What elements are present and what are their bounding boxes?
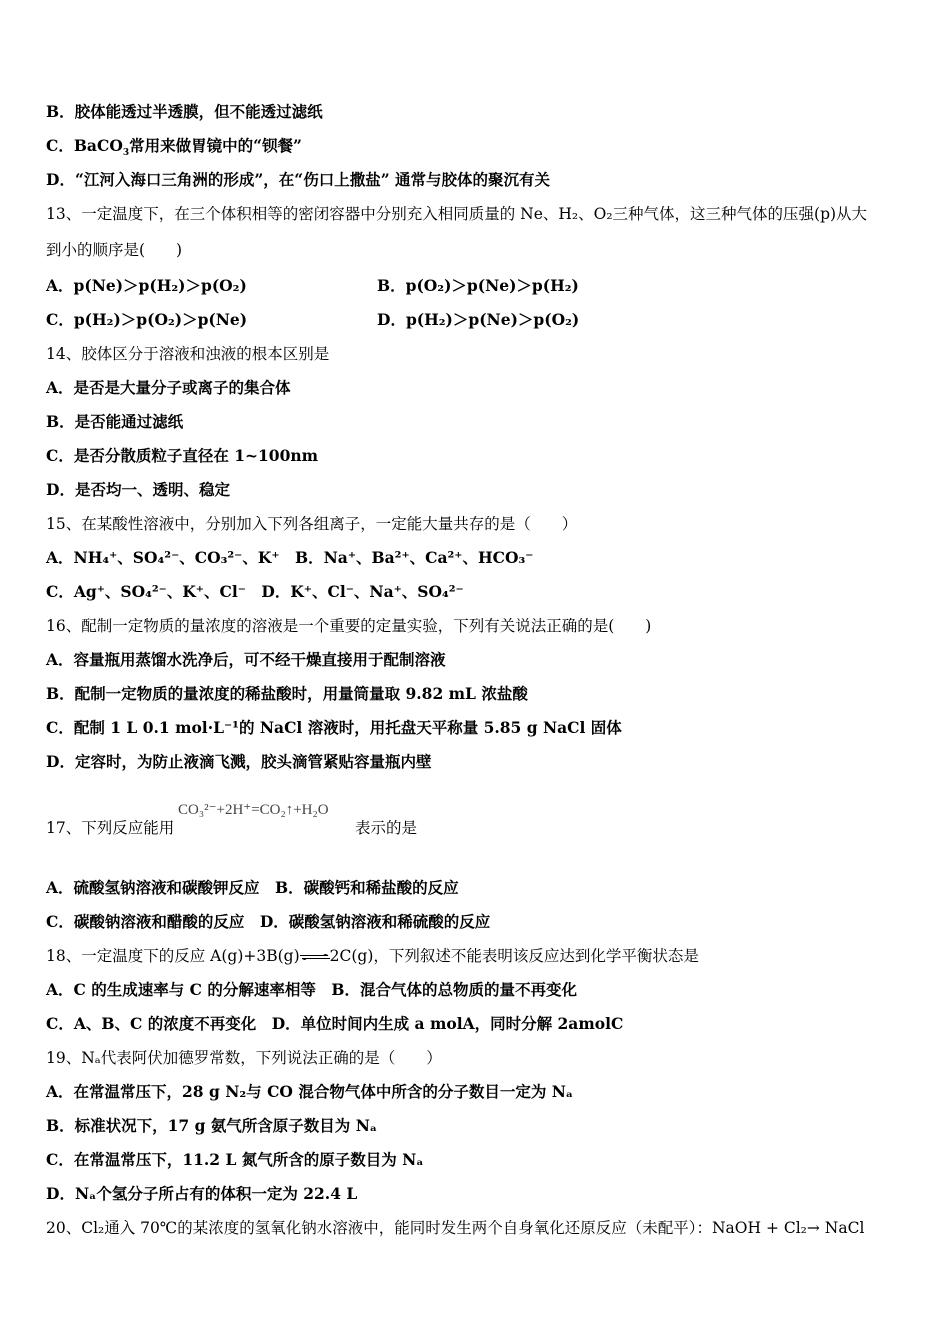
question-17-prefix: 17、下列反应能用	[46, 819, 175, 837]
q18-options-ab: A．C 的生成速率与 C 的分解速率相等 B．混合气体的总物质的量不再变化	[46, 980, 577, 999]
question-16: 16、配制一定物质的量浓度的溶液是一个重要的定量实验，下列有关说法正确的是( )	[46, 617, 652, 635]
q16-option-d: D．定容时，为防止液滴飞溅，胶头滴管紧贴容量瓶内壁	[46, 752, 432, 771]
question-13-line1: 13、一定温度下，在三个体积相等的密闭容器中分别充入相同质量的 Ne、H₂、O₂三种气体，这三种气体的压强(p)从大	[46, 205, 868, 223]
option-d-prev: D．“江河入海口三角洲的形成”，在“伤口上撒盐” 通常与胶体的聚沉有关	[46, 170, 551, 189]
equilibrium-arrow-icon	[300, 954, 330, 960]
q14-option-c: C．是否分散质粒子直径在 1~100nm	[46, 446, 319, 465]
q14-option-d: D．是否均一、透明、稳定	[46, 480, 230, 499]
option-b-prev: B．胶体能透过半透膜，但不能透过滤纸	[46, 102, 323, 121]
question-13-line2: 到小的顺序是( )	[46, 241, 183, 259]
q17-options-cd: C．碳酸钠溶液和醋酸的反应 D．碳酸氢钠溶液和稀硫酸的反应	[46, 912, 491, 931]
q14-option-a: A．是否是大量分子或离子的集合体	[46, 378, 291, 397]
question-19: 19、Nₐ代表阿伏加德罗常数，下列说法正确的是（ ）	[46, 1049, 442, 1067]
option-c-prev: C．BaCO$_3$常用来做胃镜中的“钡餐”	[46, 136, 302, 159]
q15-options-cd: C．Ag⁺、SO₄²⁻、K⁺、Cl⁻ D．K⁺、Cl⁻、Na⁺、SO₄²⁻	[46, 582, 464, 601]
q19-option-b: B．标准状况下，17 g 氨气所含原子数目为 Nₐ	[46, 1116, 378, 1135]
q13-option-a: A．p(Ne)＞p(H₂)＞p(O₂)	[46, 276, 247, 295]
q18-options-cd: C．A、B、C 的浓度不再变化 D．单位时间内生成 a molA，同时分解 2amolC	[46, 1014, 624, 1033]
q16-option-b: B．配制一定物质的量浓度的稀盐酸时，用量筒量取 9.82 mL 浓盐酸	[46, 684, 528, 703]
q14-option-b: B．是否能通过滤纸	[46, 412, 184, 431]
q19-option-c: C．在常温常压下，11.2 L 氮气所含的原子数目为 Nₐ	[46, 1150, 424, 1169]
question-20: 20、Cl₂通入 70℃的某浓度的氢氧化钠水溶液中，能同时发生两个自身氧化还原反应（未配平）：NaOH + Cl₂→ NaCl	[46, 1219, 865, 1237]
question-14: 14、胶体区分于溶液和浊液的根本区别是	[46, 345, 330, 363]
question-17-suffix: 表示的是	[355, 819, 418, 837]
q19-option-a: A．在常温常压下，28 g N₂与 CO 混合物气体中所含的分子数目一定为 Nₐ	[46, 1082, 574, 1101]
q17-options-ab: A．硫酸氢钠溶液和碳酸钾反应 B．碳酸钙和稀盐酸的反应	[46, 878, 459, 897]
ionic-equation-image: CO₃²⁻+2H⁺=CO₂↑+H₂O	[178, 802, 329, 818]
question-15: 15、在某酸性溶液中，分别加入下列各组离子，一定能大量共存的是（ ）	[46, 515, 578, 533]
q16-option-a: A．容量瓶用蒸馏水洗净后，可不经干燥直接用于配制溶液	[46, 650, 446, 669]
q16-option-c: C．配制 1 L 0.1 mol·L⁻¹的 NaCl 溶液时，用托盘天平称量 5.85 g NaCl 固体	[46, 718, 622, 737]
q15-options-ab: A．NH₄⁺、SO₄²⁻、CO₃²⁻、K⁺ B．Na⁺、Ba²⁺、Ca²⁺、HCO₃⁻	[46, 548, 534, 567]
q19-option-d: D．Nₐ个氢分子所占有的体积一定为 22.4 L	[46, 1184, 358, 1203]
q13-option-d: D．p(H₂)＞p(Ne)＞p(O₂)	[377, 310, 580, 329]
question-18: 18、一定温度下的反应 A(g)+3B(g) 2C(g)，下列叙述不能表明该反应达到化学平衡状态是	[46, 947, 699, 965]
q13-option-c: C．p(H₂)＞p(O₂)＞p(Ne)	[46, 310, 248, 329]
q13-option-b: B．p(O₂)＞p(Ne)＞p(H₂)	[377, 276, 579, 295]
